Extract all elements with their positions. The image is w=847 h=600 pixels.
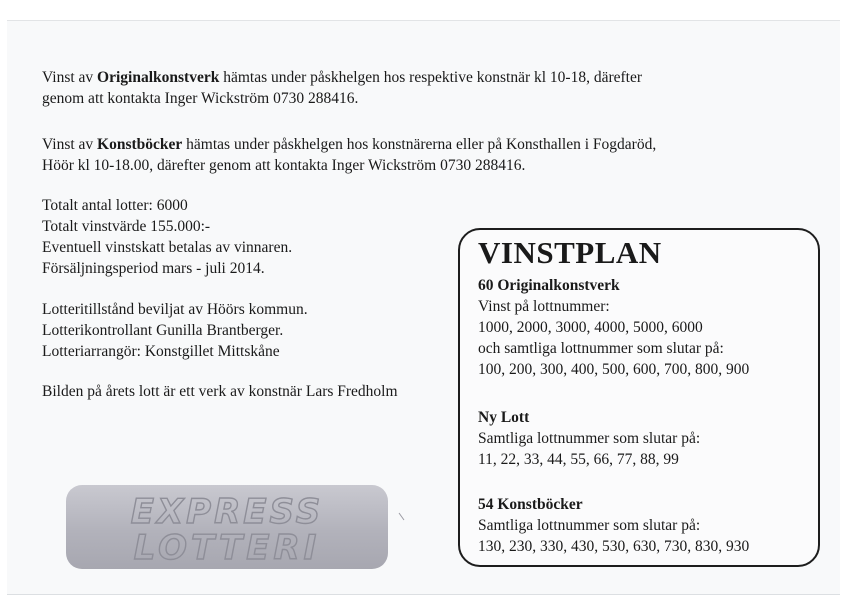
para2-line2: Höör kl 10-18.00, därefter genom att kontakta Inger Wickström 0730 288416. [42,157,526,174]
lottery-organizer: Lotteriarrangör: Konstgillet Mittskåne [42,343,280,360]
section-heading: 54 Konstböcker [478,496,583,513]
section-heading: Ny Lott [478,409,530,426]
prize-plan-box [458,228,820,567]
paragraph-original-artworks [42,67,642,109]
section-heading: 60 Originalkonstverk [478,277,620,294]
section-line: Samtliga lottnummer som slutar på: [478,517,701,534]
express-lotteri-logo [66,485,388,569]
section-line: 11, 22, 33, 44, 55, 66, 77, 88, 99 [478,451,679,468]
section-line: 100, 200, 300, 400, 500, 600, 700, 800, 900 [478,361,750,378]
prize-section-art-books [478,494,749,557]
lottery-controller: Lotterikontrollant Gunilla Brantberger. [42,322,284,339]
section-line: och samtliga lottnummer som slutar på: [478,340,724,357]
para1-post: hämtas under påskhelgen hos respektive konstnär kl 10-18, därefter [219,69,643,86]
para1-pre: Vinst av [42,69,98,86]
prize-section-original-artworks [478,275,749,380]
para2-bold: Konstböcker [97,136,183,153]
total-tickets: Totalt antal lotter: 6000 [42,197,188,214]
total-prize-value: Totalt vinstvärde 155.000:- [42,218,211,235]
logo-line1: EXPRESS [130,492,324,532]
para1-line2: genom att kontakta Inger Wickström 0730 288416. [42,90,359,107]
prize-tax-note: Eventuell vinstskatt betalas av vinnaren. [42,239,293,256]
para2-pre: Vinst av [42,136,98,153]
lottery-permits [42,299,308,362]
section-line: 130, 230, 330, 430, 530, 630, 730, 830, 930 [478,538,750,555]
prize-plan-title: VINSTPLAN [478,235,662,270]
para2-post: hämtas under påskhelgen hos konstnärerna eller på Konsthallen i Fogdaröd, [182,136,657,153]
section-line: 1000, 2000, 3000, 4000, 5000, 6000 [478,319,703,336]
section-line: Vinst på lottnummer: [478,298,610,315]
para1-bold: Originalkonstverk [97,69,220,86]
prize-section-new-ticket [478,407,700,470]
logo-line2: LOTTERI [133,528,321,568]
paragraph-art-books [42,134,656,176]
section-line: Samtliga lottnummer som slutar på: [478,430,701,447]
sales-period: Försäljningsperiod mars - juli 2014. [42,260,265,277]
image-credit: Bilden på årets lott är ett verk av konstnär Lars Fredholm [42,383,398,400]
scan-speck [398,512,406,522]
lottery-totals [42,195,292,279]
permit-authority: Lotteritillstånd beviljat av Höörs kommun. [42,301,308,318]
